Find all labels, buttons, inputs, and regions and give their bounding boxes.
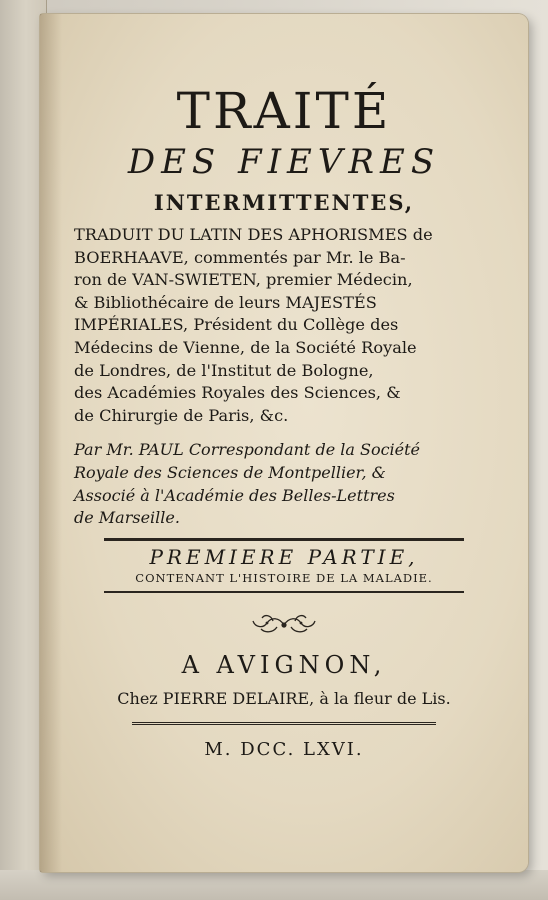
description-line: des Académies Royales des Sciences, &: [74, 383, 401, 403]
description-line: IMPÉRIALES, Président du Collège des: [74, 315, 399, 335]
book-cover-bottom: [0, 870, 548, 900]
author-line: de Marseille.: [74, 508, 180, 528]
description-line: BOERHAAVE, commentés par Mr. le Ba-: [74, 247, 406, 267]
description-line: TRADUIT DU LATIN DES APHORISMES de: [74, 225, 433, 244]
description-line: ron de VAN-SWIETEN, premier Médecin,: [74, 270, 413, 290]
author-line: Associé à l'Académie des Belles-Lettres: [74, 485, 395, 505]
imprint-year: M. DCC. LXVI.: [204, 738, 364, 760]
title-main: TRAITÉ: [176, 82, 392, 140]
description-line: & Bibliothécaire de leurs MAJESTÉS: [74, 292, 377, 312]
author-line: Par Mr. PAUL Correspondant de la Société: [74, 440, 421, 460]
part-subtitle: CONTENANT L'HISTOIRE DE LA MALADIE.: [135, 570, 433, 585]
imprint-city: A AVIGNON,: [181, 650, 387, 679]
description-line: de Chirurgie de Paris, &c.: [74, 405, 289, 425]
title-qualifier: INTERMITTENTES,: [153, 190, 415, 215]
part-title: PREMIERE PARTIE,: [149, 544, 419, 569]
divider-rule: [104, 538, 464, 541]
divider-rule: [104, 591, 464, 593]
author-line: Royale des Sciences de Montpellier, &: [74, 462, 386, 482]
description-line: Médecins de Vienne, de la Société Royale: [74, 337, 417, 357]
floral-ornament-icon: [74, 611, 494, 637]
title-page-content: [74, 84, 494, 760]
title-page: [40, 14, 528, 872]
description-block: [74, 224, 494, 427]
divider-rule: [132, 722, 436, 725]
description-line: de Londres, de l'Institut de Bologne,: [74, 360, 374, 380]
title-subject: DES FIEVRES: [127, 142, 441, 182]
floral-ornament-icon: [249, 611, 319, 637]
imprint-printer: Chez PIERRE DELAIRE, à la fleur de Lis.: [117, 688, 451, 708]
author-block: [74, 439, 494, 529]
